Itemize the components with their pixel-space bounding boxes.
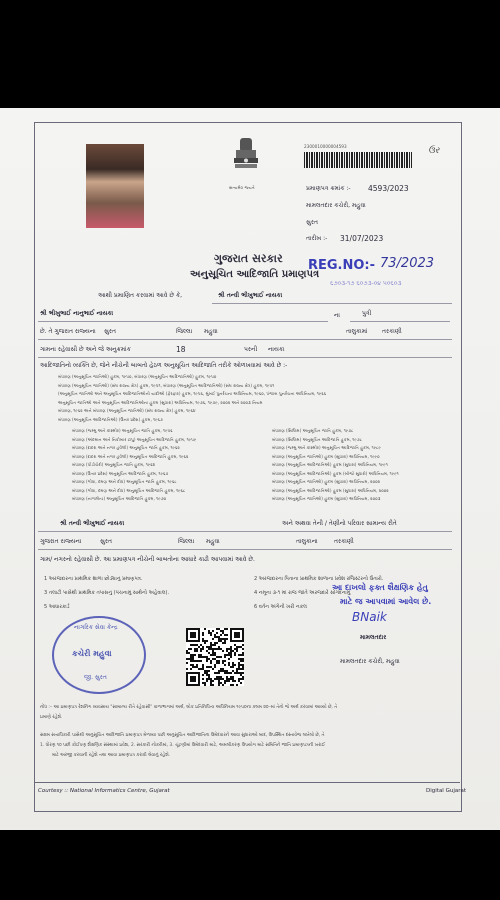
city-name: સુરત: [306, 219, 318, 226]
order-right-line: બંધારણ (અનુસૂચિત આદિજાતિઓ) હુકમ (બીજો સુધારો) અધિનિયમ, ૧૯૯૧: [272, 470, 399, 476]
note-1: નોંધ :– આ પ્રમાણપત્ર રેશનિંગ વ્યવસાય "સામાન્ય રીતે રહેવાસી" વાળાભાગમાં અર્થ, લોક પ્રતિનિધિત્વ અધિનિયમ ૧૯૫૦ના કલમ ૨૦–માં તેનો જે અર્થ કરવામાં આવ્યો છે, તે: [40, 705, 338, 710]
seal-bottom: જી. સુરત: [84, 674, 107, 681]
date-label: તારીખ :-: [306, 235, 328, 242]
order-left-line: બંધારણ (નાગાલેન્ડ) અનુસૂચિત આદિજાતિ હુકમ, ૧૯૭૦: [72, 496, 167, 501]
certificate-title: અનુસૂચિત આદિજાતિ પ્રમાણપત્ર: [190, 269, 320, 280]
order-right-line: બંધારણ (અનુસૂચિત જાતિઓ) હુકમ (સુધારા) અધિનિયમ, ૨૦૦૨: [272, 479, 381, 484]
order-right-line: બંધારણ (અનુસૂચિત આદિજાતિઓ) હુકમ (સુધારા) અધિનિયમ, ૨૦૦૨: [272, 487, 389, 493]
order-right-line: બંધારણ (અનુસૂચિત જાતિઓ) હુકમ (સુધારા) અધિનિયમ, ૨૦૦૩: [272, 496, 381, 501]
digital-gujarat: Digital Gujarat: [426, 788, 467, 794]
basis-item: 6 વર્તન અંગેની ખરી નકલ: [254, 604, 307, 610]
barcode: [304, 152, 412, 168]
handwritten-ref: ઉર: [428, 146, 440, 156]
residence-text: અને અથવા તેની / તેણીનો પરિવાર સામાન્ય રીતે: [282, 520, 397, 527]
seal-center: કચેરી મહુવા: [72, 649, 112, 658]
order-left-line: બંધારણ (દાદરા અને નગર હવેલી) અનુસૂચિત આદિજાતિ હુકમ, ૧૯૬૨: [72, 453, 189, 459]
basis-item: 1 અરજદારના પ્રાથમિક શાળા છોડ્યાનું પ્રમાણપત્ર.: [44, 576, 143, 582]
note-2: સક્ષમ સત્તાધિકારી પાસેથી અનુસૂચિત આદિજાતિ પ્રમાણપત્ર મેળવ્યા પછી અનુસૂચિત આદિજાતિના ઉમેદવારને આવા સુધારાઓ બાદ, ઉપસ્થિત દસ્તાવેજ લખેલો છે, તે: [40, 733, 325, 738]
national-emblem-icon: [226, 136, 266, 184]
note-item-a: 1. ધોરણ ૧૦ પછી કોઈપણ શૈક્ષણિક સંસ્થામાં પ્રવેશ, 2. સરકારી નોકરીમાં, 3. ચૂંટણીમાં ઉમેદવારી માટે, અમલીકરણ ઉપયોગ માટે સમિતિને જાતિ પ્રમાણપત્રની ખરાઈ: [40, 743, 325, 748]
intro-text: આથી પ્રમાણિત કરવામાં આવે છે કે,: [98, 292, 183, 299]
order-left-line: બંધારણ (જમ્મુ અને કાશ્મીર) અનુસૂચિત જાતિ હુકમ, ૧૯૫૬: [72, 428, 173, 433]
village: તરકાણી: [382, 328, 402, 335]
courtesy: Courtesy :: National Informatics Centre, Gujarat: [38, 788, 170, 794]
order-left-line: બંધારણ (ગોવા, દમણ અને દીવ) અનુસૂચિત આદિજાતિ હુકમ, ૧૯૬૮: [72, 487, 186, 493]
district: સુરત: [104, 328, 116, 335]
edu-stamp-line2: માટે જ આપવામાં આવેલ છે.: [340, 597, 432, 606]
taluka: મહુવા: [204, 328, 218, 335]
applicant-name: શ્રી તન્વી ભીખુભાઈ નાયકા: [218, 292, 283, 299]
basis-item: 2 અરજદારના પિતાના પ્રાથમિક શાળાના પ્રવેશ રજિસ્ટરનો ઉતારો.: [254, 576, 384, 582]
order-right-line: બંધારણ (સિક્કિમ) અનુસૂચિત જાતિ હુકમ, ૧૯૭૮: [272, 428, 354, 433]
cert-no-label: પ્રમાણપત્ર ક્રમાંક :-: [306, 185, 351, 192]
office-name: મામલતદાર કચેરી, મહુવા: [306, 202, 366, 209]
cert-no: 4593/2023: [368, 184, 409, 193]
residence-jilla-label: જિલ્લા: [178, 538, 195, 545]
tribe-name: નાયકા: [268, 346, 285, 353]
father-name: શ્રી ભીખુભાઈ નાનુભાઈ નાયકા: [40, 310, 114, 317]
order-right-line: બંધારણ (સિક્કિમ) અનુસૂચિત આદિજાતિ હુકમ, ૧૯૭૮: [272, 436, 363, 442]
qr-code: [186, 628, 244, 686]
reg-no-stamp: REG.NO:-: [308, 258, 376, 273]
category-text: ગામના રહેવાસી છે અને જે અનુક્રમાંક: [40, 346, 131, 353]
note-item-b: માટે અરજી કરવાની રહેશે તથા આવા પ્રમાણપત્ર કરાવી લેવાનું રહેશે.: [52, 753, 171, 758]
legal-order-line: બંધારણ (અનુસૂચિત જાતિઓ) (સંઘ રાજ્ય ક્ષેત્ર) હુકમ, ૧૯૫૧, બંધારણ (અનુસૂચિત આદિજાતિઓ) (સંઘ રાજ્ય ક્ષેત્ર) હુકમ, ૧૯૫૧: [58, 382, 275, 388]
serial-number: 18: [176, 345, 186, 354]
residence-name: શ્રી તન્વી ભીખુભાઈ નાયકા: [60, 520, 125, 527]
edu-stamp-line1: આ દાખલો ફક્ત શૈક્ષણિક હેતુ: [332, 583, 428, 592]
issue-date: 31/07/2023: [340, 234, 384, 243]
na-label: ના: [334, 312, 340, 319]
order-left-line: બંધારણ (દાદરા અને નગર હવેલી) અનુસૂચિત જાતિ હુકમ, ૧૯૬૨: [72, 445, 180, 450]
relation: પુત્રી: [362, 310, 372, 317]
residence-state: ગુજરાત રાજ્યના: [40, 538, 82, 545]
basis-item: 4 નમૂના ૩-૧ માં રાજ જાતે અરજદારે સોગંદનામું: [254, 590, 351, 596]
certificate-document: [0, 108, 500, 830]
signature-scribble: BNaik: [352, 610, 387, 624]
basis-item: 5 આધારકાર્ડ: [44, 604, 70, 610]
state-prefix: છે. તે ગુજરાત રાજ્યના: [40, 328, 96, 335]
applicant-photo: [86, 144, 144, 228]
emblem-caption: સત્યમેવ જયતે: [229, 185, 255, 190]
legal-order-line: અનુસૂચિત જાતિઓ અને અનુસૂચિત આદિજાતિઓના હુકમ (સુધારા) અધિનિયમ, ૧૯૭૬, ૧૯૭૯, ૨૦૦૨ અને ૨૦૦૩ નિયમ: [58, 399, 263, 405]
signatory-office: મામલતદાર કચેરી, મહુવા: [340, 658, 400, 665]
order-left-line: બંધારણ (અંદમાન અને નિકોબાર ટાપુ) અનુસૂચિત આદિજાતિ હુકમ, ૧૯૫૯: [72, 436, 197, 442]
note-1b: પ્રમાણે રહેશે.: [40, 715, 63, 720]
legal-order-line: બંધારણ (અનુસૂચિત જાતિઓ) હુકમ, ૧૯૫૦, બંધારણ (અનુસૂચિત આદિજાતિઓ) હુકમ, ૧૯૫૦: [58, 374, 217, 379]
order-right-line: બંધારણ (અનુસૂચિત આદિજાતિઓ) હુકમ (સુધારા) અધિનિયમ, ૧૯૯૧: [272, 462, 388, 467]
residence-taluka-label: તાલુકાના: [296, 538, 318, 545]
order-right-line: બંધારણ (અનુસૂચિત જાતિઓ) હુકમ (સુધારા) અધિનિયમ, ૧૯૯૦: [272, 453, 380, 459]
govt-title: ગુજરાત સરકાર: [214, 252, 283, 265]
seal-top: નાગરિક સેવા કેન્દ્ર: [74, 624, 118, 631]
residence-city: સુરત: [100, 538, 112, 545]
taluka-label: તાલુકામાં: [346, 328, 368, 335]
office-seal: [52, 616, 146, 694]
legal-order-line: બંધારણ, ૧૯૬૨ અને બંધારણ (અનુસૂચિત જાતિઓ) (સંઘ રાજ્ય ક્ષેત્ર) હુકમ, ૧૯૬૪: [58, 408, 196, 413]
basis-item: 3 તલાટી પાસેથી પ્રાથમિક તપાસનું (પંચનામું સાથેનો અહેવાલ).: [44, 590, 170, 596]
faint-stamp: ૬૭૦૩-૧૭ ૬૦૭૩-૦૪ ૫૦૬૦૩: [330, 280, 402, 287]
reg-no-handwritten: 73/2023: [380, 256, 435, 271]
legal-order-line: (અનુસૂચિત જાતિઓ અને અનુસૂચિત આદિજાતિઓની યાદીઓ (ફેરફાર) હુકમ, ૧૯૫૬, મુંબઈ પુનર્રચના અધિનિયમ, ૧૯૬૦, પંજાબ પુનર્રચના અધિનિયમ, ૧૯૬૬: [58, 391, 327, 396]
legal-order-line: બંધારણ (અનુસૂચિત આદિજાતિઓ) (ઉત્તર પ્રદેશ) હુકમ, ૧૯૬૭: [58, 416, 163, 422]
jilla-label: જિલ્લા: [176, 328, 193, 335]
order-left-line: બંધારણ (ગોવા, દમણ અને દીવ) અનુસૂચિત જાતિ હુકમ, ૧૯૬૮: [72, 479, 177, 484]
barcode-number: 2300010000004593: [304, 144, 347, 149]
part-label: પરની: [244, 346, 258, 353]
order-left-line: બંધારણ (પોંડીચેરી) અનુસૂચિત જાતિ હુકમ, ૧૯૬૪: [72, 462, 156, 467]
order-left-line: બંધારણ (ઉત્તર પ્રદેશ) અનુસૂચિત આદિજાતિ હુકમ, ૧૯૬૭: [72, 470, 169, 476]
order-right-line: બંધારણ (જમ્મુ અને કાશ્મીર) અનુસૂચિત આદિજાતિ હુકમ, ૧૯૮૯: [272, 445, 381, 450]
residence-village: તરકાણી: [334, 538, 354, 545]
declaration: આદિજાતિનો વ્યક્તિ છે, જેને નીચેની બાબતો હેઠળ અનુસૂચિત આદિજાતિ તરીકે ઓળખવામાં આવે છે :-: [40, 362, 288, 369]
signatory-title: મામલતદાર: [360, 634, 387, 641]
residence-line3: ગામ/ નગરનો રહેવાસી છે. આ પ્રમાણપત્ર નીચેની બાબતોના આધારે કાઢી આપવામાં આવે છે.: [40, 556, 255, 563]
residence-taluka: મહુવા: [206, 538, 220, 545]
